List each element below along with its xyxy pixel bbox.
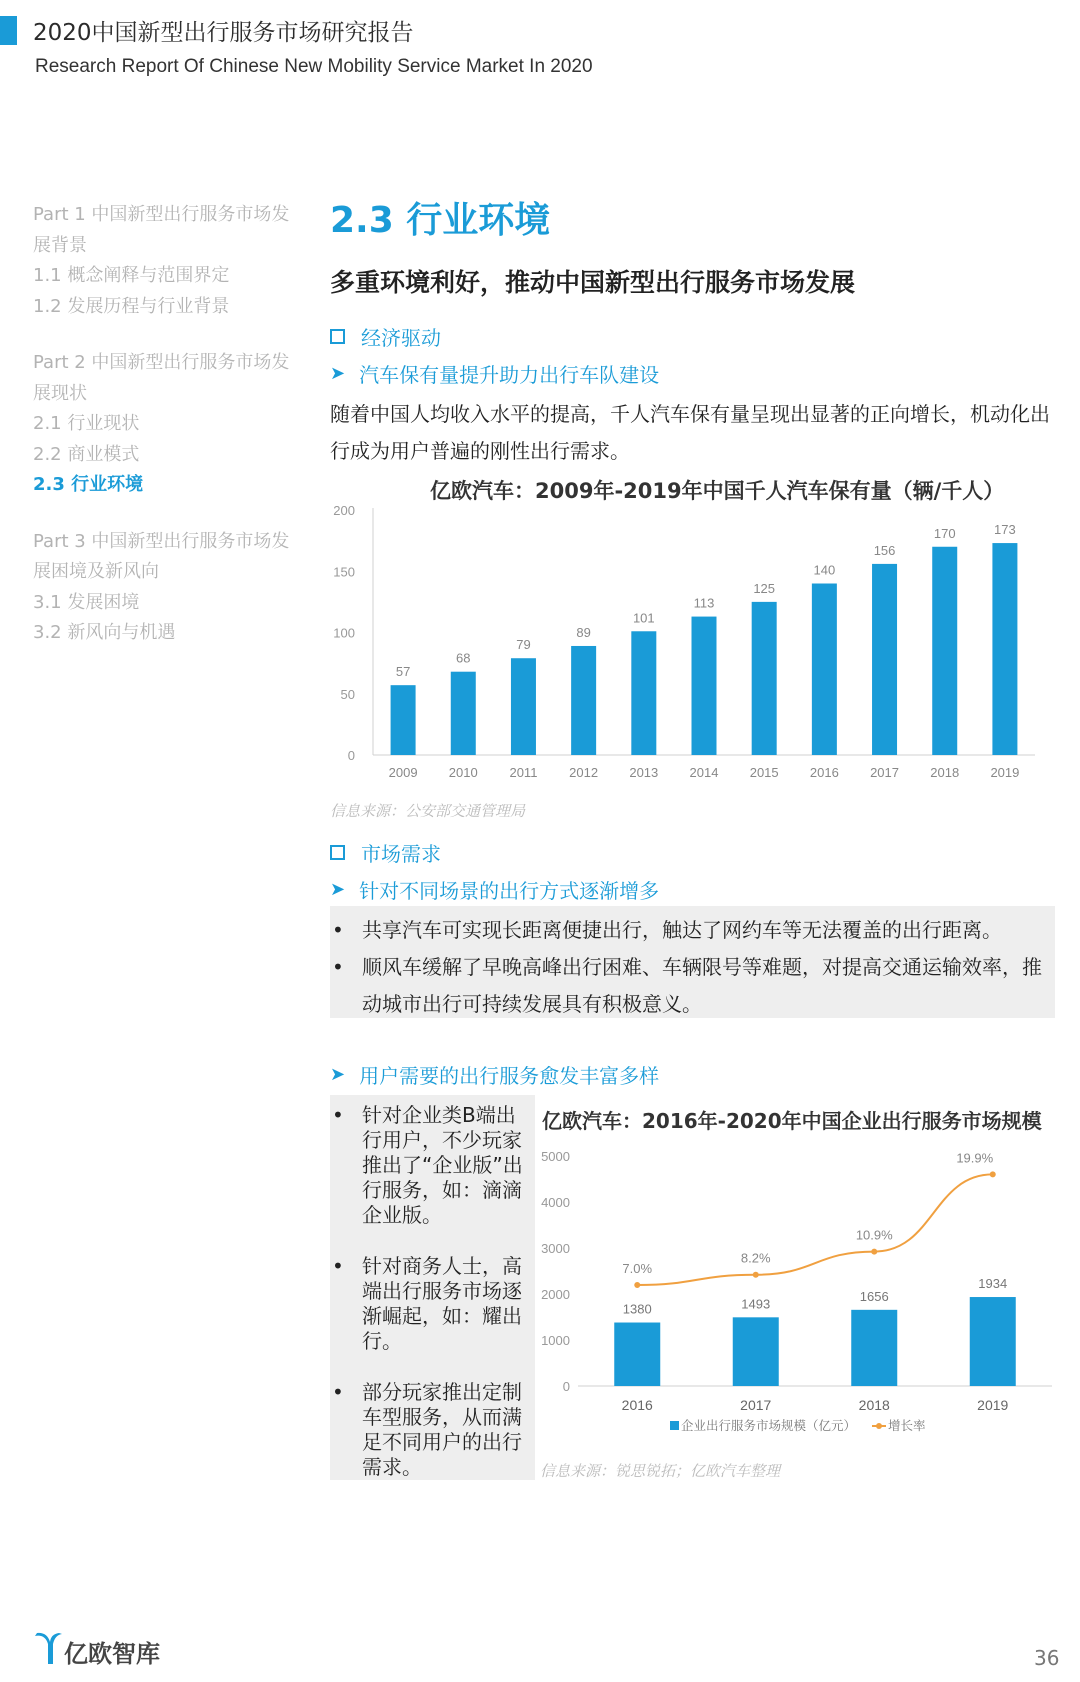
y-tick-label: 4000 (541, 1195, 570, 1210)
user-bullets-box (330, 1095, 535, 1480)
bar-value-label: 89 (576, 624, 591, 640)
car-ownership-bar-chart (325, 500, 1055, 795)
bar-value-label: 170 (933, 525, 956, 541)
growth-point (990, 1171, 996, 1177)
market-heading (330, 838, 441, 867)
growth-label: 10.9% (855, 1227, 893, 1243)
toc-item-2-2[interactable]: 2.2 商业模式 (33, 443, 140, 465)
bullet-dot-icon: • (332, 1254, 344, 1278)
list-item (330, 949, 1055, 1023)
report-title: 2020中国新型出行服务市场研究报告 (33, 20, 414, 46)
legend-label-growth: 增长率 (888, 1418, 926, 1433)
scene-subheading (330, 875, 659, 904)
toc-item-1-1[interactable]: 1.1 概念阐释与范围界定 (33, 265, 230, 286)
page-number: 36 (1034, 1646, 1060, 1670)
bar-value-label: 1380 (622, 1301, 652, 1317)
section-title: 2.3 行业环境 (330, 200, 551, 241)
scene-bullets-box (330, 906, 1055, 1018)
x-tick-label: 2009 (388, 765, 418, 780)
bullet-dot-icon: • (332, 918, 344, 942)
x-tick-label: 2016 (621, 1397, 653, 1413)
list-item (332, 1380, 525, 1480)
bar (571, 646, 596, 755)
legend-label-market-size: 企业出行服务市场规模（亿元） (681, 1418, 857, 1433)
x-tick-label: 2017 (870, 765, 900, 780)
toc-item-2-1[interactable]: 2.1 行业现状 (33, 413, 140, 434)
scene-subheading-label: 针对不同场景的出行方式逐渐增多 (359, 879, 660, 903)
bar-value-label: 140 (813, 562, 836, 578)
x-tick-label: 2010 (448, 765, 478, 780)
legend-marker-growth (876, 1423, 882, 1429)
y-tick-label: 3000 (541, 1241, 570, 1256)
growth-label: 19.9% (956, 1150, 994, 1166)
y-tick-label: 5000 (541, 1149, 570, 1164)
y-tick-label: 50 (340, 686, 355, 702)
bar (992, 543, 1017, 755)
bar-value-label: 125 (753, 580, 776, 596)
bar (932, 547, 957, 755)
growth-point (871, 1249, 877, 1255)
y-tick-label: 150 (333, 564, 355, 580)
market-heading-label: 市场需求 (361, 842, 441, 866)
arrow-right-icon: ➤ (330, 363, 346, 384)
user-subheading (330, 1060, 659, 1089)
bar (391, 685, 416, 755)
chart2-title: 亿欧汽车：2016年-2020年中国企业出行服务市场规模 (542, 1109, 1042, 1133)
bar (631, 631, 656, 755)
user-bullet-text: 针对商务人士，高端出行服务市场逐渐崛起，如：耀出行。 (362, 1254, 522, 1353)
chart1-title: 亿欧汽车：2009年-2019年中国千人汽车保有量（辆/千人） (430, 479, 1005, 503)
logo-text: 亿欧智库 (64, 1640, 160, 1668)
bullet-dot-icon: • (332, 1380, 344, 1404)
arrow-right-icon: ➤ (330, 879, 346, 900)
toc-group-2 (33, 348, 298, 501)
x-tick-label: 2014 (689, 765, 719, 780)
scene-bullet-text: 顺风车缓解了早晚高峰出行困难、车辆限号等难题，对提高交通运输效率，推动城市出行可持续发展具有积极意义。 (362, 955, 1042, 1016)
toc-item-1-2[interactable]: 1.2 发展历程与行业背景 (33, 295, 230, 317)
legend-swatch-market-size (670, 1421, 679, 1430)
bar (451, 672, 476, 755)
x-tick-label: 2019 (990, 765, 1020, 780)
x-tick-label: 2017 (740, 1397, 772, 1413)
list-item (330, 912, 1055, 949)
x-tick-label: 2015 (749, 765, 779, 780)
toc-item-2-3-active[interactable]: 2.3 行业环境 (33, 474, 144, 495)
x-tick-label: 2013 (629, 765, 659, 780)
x-tick-label: 2018 (930, 765, 960, 780)
table-of-contents (33, 200, 298, 675)
bar-value-label: 113 (693, 595, 715, 611)
enterprise-mobility-market-chart (540, 1140, 1060, 1445)
bar-value-label: 173 (994, 522, 1016, 538)
bar (851, 1310, 897, 1386)
toc-item-3-1[interactable]: 3.1 发展困境 (33, 591, 140, 613)
toc-group-1 (33, 200, 298, 322)
bullet-dot-icon: • (332, 955, 344, 979)
chart2-source: 信息来源：锐思锐拓；亿欧汽车整理 (540, 1462, 781, 1480)
growth-rate-line (637, 1174, 993, 1285)
bar (733, 1317, 779, 1386)
growth-point (753, 1272, 759, 1278)
car-subheading (330, 359, 659, 388)
bar (692, 617, 717, 755)
user-bullet-text: 针对企业类B端出行用户，不少玩家推出了“企业版”出行服务，如：滴滴企业版。 (362, 1103, 523, 1227)
bar-value-label: 79 (516, 637, 531, 653)
bullet-dot-icon: • (332, 1103, 344, 1127)
economy-heading-label: 经济驱动 (361, 326, 441, 350)
bar-value-label: 1493 (741, 1296, 771, 1312)
user-bullet-text: 部分玩家推出定制车型服务，从而满足不同用户的出行需求。 (362, 1380, 522, 1479)
toc-part-1[interactable]: Part 1 中国新型出行服务市场发展背景 (33, 204, 290, 256)
bar-value-label: 68 (456, 650, 471, 666)
bar (970, 1297, 1016, 1386)
y-tick-label: 2000 (541, 1287, 570, 1302)
growth-point (634, 1282, 640, 1288)
report-subtitle: Research Report Of Chinese New Mobility Service Market In 2020 (35, 56, 593, 77)
bar (812, 584, 837, 756)
x-tick-label: 2012 (569, 765, 599, 780)
bar-value-label: 1934 (978, 1276, 1008, 1292)
x-tick-label: 2016 (809, 765, 839, 780)
growth-label: 8.2% (740, 1250, 771, 1266)
car-subheading-label: 汽车保有量提升助力出行车队建设 (359, 363, 660, 387)
arrow-right-icon: ➤ (330, 1064, 346, 1085)
y-tick-label: 200 (333, 503, 355, 518)
x-tick-label: 2018 (858, 1397, 890, 1413)
chart1-source: 信息来源：公安部交通管理局 (330, 802, 526, 820)
y-tick-label: 100 (333, 625, 355, 641)
economy-heading (330, 322, 441, 351)
x-tick-label: 2011 (509, 765, 538, 780)
bar (614, 1323, 660, 1386)
header-accent-bar (0, 16, 17, 45)
square-bullet-icon (330, 845, 345, 860)
toc-part-2[interactable]: Part 2 中国新型出行服务市场发展现状 (33, 352, 290, 404)
y-tick-label: 0 (562, 1379, 570, 1394)
toc-part-3[interactable]: Part 3 中国新型出行服务市场发展困境及新风向 (33, 530, 290, 582)
y-tick-label: 0 (347, 748, 355, 763)
scene-bullet-text: 共享汽车可实现长距离便捷出行，触达了网约车等无法覆盖的出行距离。 (362, 918, 1002, 942)
bar-value-label: 101 (632, 610, 655, 626)
list-item (332, 1103, 525, 1228)
user-subheading-label: 用户需要的出行服务愈发丰富多样 (359, 1064, 660, 1088)
square-bullet-icon (330, 329, 345, 344)
bar-value-label: 156 (873, 542, 896, 558)
bar (511, 658, 536, 755)
growth-label: 7.0% (622, 1261, 653, 1276)
bar (872, 564, 897, 755)
list-item (332, 1254, 525, 1354)
bar-value-label: 57 (395, 664, 411, 680)
bar (752, 602, 777, 755)
y-tick-label: 1000 (541, 1333, 570, 1348)
yiou-logo-icon (33, 1632, 63, 1666)
toc-item-3-2[interactable]: 3.2 新风向与机遇 (33, 622, 176, 643)
car-paragraph: 随着中国人均收入水平的提高，千人汽车保有量呈现出显著的正向增长，机动化出行成为用户普遍的刚性出行需求。 (330, 402, 1050, 463)
toc-group-3 (33, 527, 298, 649)
bar-value-label: 1656 (859, 1288, 889, 1304)
page-headline: 多重环境利好，推动中国新型出行服务市场发展 (330, 268, 856, 297)
x-tick-label: 2019 (977, 1397, 1009, 1413)
